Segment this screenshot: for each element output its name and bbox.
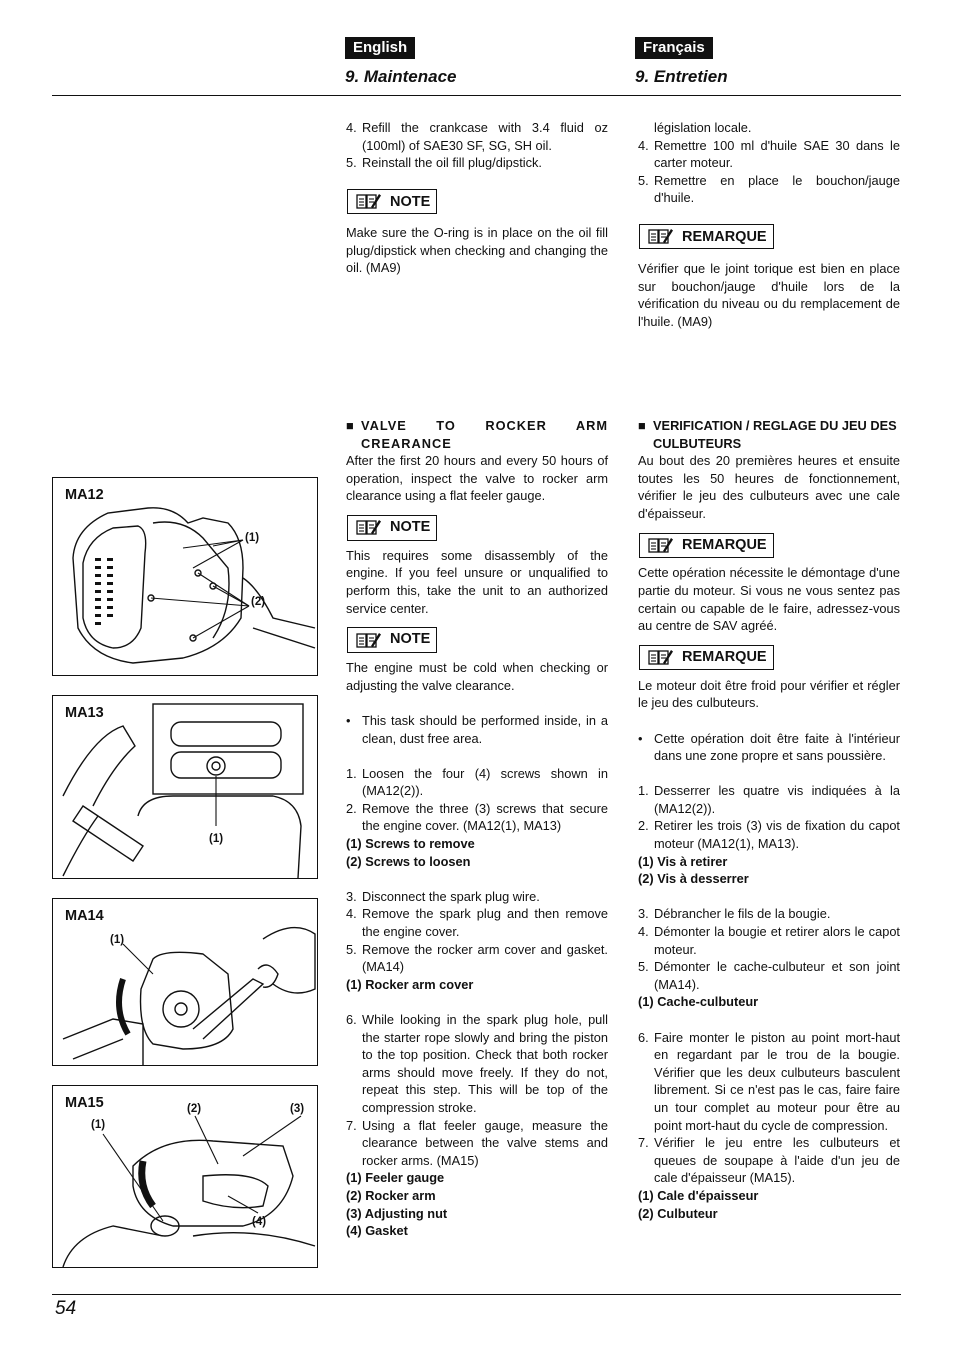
caption: (2) Culbuteur bbox=[638, 1205, 718, 1221]
list-item: 4. Remove the spark plug and then remove the engine cover. bbox=[346, 906, 608, 940]
callout-label: (3) bbox=[290, 1103, 305, 1115]
callout-label: (2) bbox=[251, 596, 266, 608]
list-item: 1. Desserrer les quatre vis indiquées à la (MA12(2)). bbox=[638, 783, 900, 816]
list-item: 4. Remettre 100 ml d'huile SAE 30 dans le carter moteur. bbox=[638, 137, 900, 171]
figure-label: MA12 bbox=[65, 487, 104, 503]
note-book-pen-icon bbox=[356, 632, 382, 649]
list-item: 6. Faire monter le piston au point mort-haut en regardant par le trou de la bougie. Vérifier que les deux culbuteurs basculent librement. Si ce n'est pas le cas, faire faire un tour complet au moteur pour être au point mort-haut du cycle de compression. bbox=[638, 1029, 900, 1133]
footer-rule bbox=[52, 1294, 901, 1295]
caption: (1) Feeler gauge bbox=[346, 1170, 445, 1186]
callout-label: (4) bbox=[252, 1216, 267, 1228]
french-note1-text: Vérifier que le joint torique est bien en place sur bouchon/jauge d'huile lors de la vérification du niveau ou du remplacement de l'huile. (MA9) bbox=[638, 261, 900, 329]
callout-label: (1) bbox=[209, 833, 224, 845]
caption: (1) Cache-culbuteur bbox=[638, 994, 759, 1010]
page-number: 54 bbox=[55, 1298, 77, 1319]
list-item: législation locale. bbox=[654, 120, 752, 135]
remarque-label: REMARQUE bbox=[682, 648, 767, 665]
callout-label: (1) bbox=[91, 1119, 106, 1131]
header-rule bbox=[52, 95, 901, 96]
list-item: 5. Remove the rocker arm cover and gasket. (MA14) bbox=[346, 941, 608, 975]
figure-ma12 bbox=[52, 477, 318, 676]
caption: (2) Vis à desserrer bbox=[638, 871, 749, 887]
list-item: 7. Vérifier le jeu entre les culbuteurs et queues de soupape à l'aide d'un jeu de cale d'épaisseur (MA15). bbox=[638, 1135, 900, 1186]
caption: (3) Adjusting nut bbox=[346, 1205, 448, 1221]
list-item: 3. Disconnect the spark plug wire. bbox=[346, 888, 540, 904]
callout-label: (2) bbox=[187, 1103, 202, 1115]
list-item: 7. Using a flat feeler gauge, measure the clearance between the valve stems and rocker arms. (MA15) bbox=[346, 1117, 608, 1168]
remarque-box bbox=[639, 533, 774, 559]
caption: (2) Rocker arm bbox=[346, 1187, 436, 1203]
engine-cover-illustration bbox=[53, 478, 317, 675]
list-item: 6. While looking in the spark plug hole, pull the starter rope slowly and bring the piston to the top position. Check that both rocker arms should move freely. If they do not, repeat this step. This will be top of the compression stroke. bbox=[346, 1012, 608, 1115]
list-item: 4. Démonter la bougie et retirer alors le capot moteur. bbox=[638, 924, 900, 957]
english-language-tag: English bbox=[345, 37, 415, 59]
note-box bbox=[347, 515, 437, 541]
note-box bbox=[347, 189, 437, 214]
figure-ma15 bbox=[52, 1085, 318, 1268]
figure-label: MA13 bbox=[65, 705, 104, 721]
rocker-arm-cover-illustration bbox=[53, 899, 317, 1065]
bullet-item: • This task should be performed inside, in a clean, dust free area. bbox=[346, 712, 608, 746]
caption: (1) Vis à retirer bbox=[638, 853, 728, 869]
paragraph: Cette opération nécessite le démontage d'une partie du moteur. Si vous ne vous sentez pas certain ou capable de le faire, adressez-vous au centre de SAV agréé. bbox=[638, 565, 900, 634]
note-book-pen-icon bbox=[356, 519, 382, 536]
caption: (1) Rocker arm cover bbox=[346, 976, 474, 992]
feeler-gauge-illustration bbox=[53, 1086, 317, 1267]
french-section-title: 9. Entretien bbox=[635, 67, 728, 86]
english-section-title: 9. Maintenace bbox=[345, 67, 457, 86]
paragraph: This requires some disassembly of the engine. If you feel unsure or unqualified to perform this, take the unit to an authorized service center. bbox=[346, 547, 608, 616]
figure-ma14 bbox=[52, 898, 318, 1066]
caption: (2) Screws to loosen bbox=[346, 853, 471, 869]
list-item: 1. Loosen the four (4) screws shown in (MA12(2)). bbox=[346, 765, 608, 799]
paragraph: After the first 20 hours and every 50 hours of operation, inspect the valve to rocker arm clearance using a flat feeler gauge. bbox=[346, 453, 608, 504]
section-heading: ■ VALVE TO ROCKER ARM CREARANCE bbox=[346, 418, 608, 451]
list-item: 2. Remove the three (3) screws that secure the engine cover. (MA12(1), MA13) bbox=[346, 800, 608, 834]
note-label: NOTE bbox=[390, 193, 431, 210]
callout-label: (1) bbox=[110, 934, 125, 946]
paragraph: Le moteur doit être froid pour vérifier et régler le jeu des culbuteurs. bbox=[638, 677, 900, 711]
english-valve-section bbox=[346, 417, 608, 1240]
figure-label: MA15 bbox=[65, 1095, 104, 1111]
english-note1-text: Make sure the O-ring is in place on the oil fill plug/dipstick when checking and changing the oil. (MA9) bbox=[346, 225, 608, 276]
caption: (1) Screws to remove bbox=[346, 836, 475, 852]
figure-ma13 bbox=[52, 695, 318, 879]
note-book-pen-icon bbox=[648, 649, 674, 666]
list-item: 5. Démonter le cache-culbuteur et son joint (MA14). bbox=[638, 959, 900, 992]
caption: (4) Gasket bbox=[346, 1223, 408, 1239]
list-item: 3. Débrancher le fils de la bougie. bbox=[638, 906, 831, 922]
french-language-tag: Français bbox=[635, 37, 713, 59]
list-item: 4. Refill the crankcase with 3.4 fluid oz (100ml) of SAE30 SF, SG, SH oil. bbox=[346, 120, 608, 153]
list-item: 2. Retirer les trois (3) vis de fixation du capot moteur (MA12(1), MA13). bbox=[638, 818, 900, 852]
callout-label: (1) bbox=[245, 532, 260, 544]
note-book-pen-icon bbox=[356, 193, 382, 210]
note-label: NOTE bbox=[390, 631, 431, 648]
note-book-pen-icon bbox=[648, 537, 674, 554]
note-book-pen-icon bbox=[648, 228, 674, 245]
section-heading: ■ VERIFICATION / REGLAGE DU JEU DES CULBUTEURS bbox=[638, 418, 897, 451]
paragraph: The engine must be cold when checking or adjusting the valve clearance. bbox=[346, 660, 608, 693]
bullet-item: • Cette opération doit être faite à l'intérieur dans une zone propre et sans poussière. bbox=[638, 730, 900, 764]
french-valve-section bbox=[638, 417, 900, 1222]
english-top-block bbox=[346, 119, 608, 172]
note-label: NOTE bbox=[390, 518, 431, 535]
figure-label: MA14 bbox=[65, 908, 104, 924]
caption: (1) Cale d'épaisseur bbox=[638, 1187, 759, 1203]
remarque-box bbox=[639, 645, 774, 671]
remarque-label: REMARQUE bbox=[682, 228, 767, 245]
french-top-block bbox=[638, 119, 900, 207]
paragraph: Au bout des 20 premières heures et ensuite toutes les 50 heures de fonctionnement, vérifier le jeu des culbuteurs avec une cale d'épaisseur. bbox=[638, 453, 900, 521]
list-item: 5. Remettre en place le bouchon/jauge d'huile. bbox=[638, 172, 900, 206]
list-item: 5. Reinstall the oil fill plug/dipstick. bbox=[346, 155, 542, 171]
remarque-label: REMARQUE bbox=[682, 536, 767, 553]
engine-top-screw-illustration bbox=[53, 696, 317, 878]
remarque-box bbox=[639, 224, 774, 249]
note-box bbox=[347, 627, 437, 653]
